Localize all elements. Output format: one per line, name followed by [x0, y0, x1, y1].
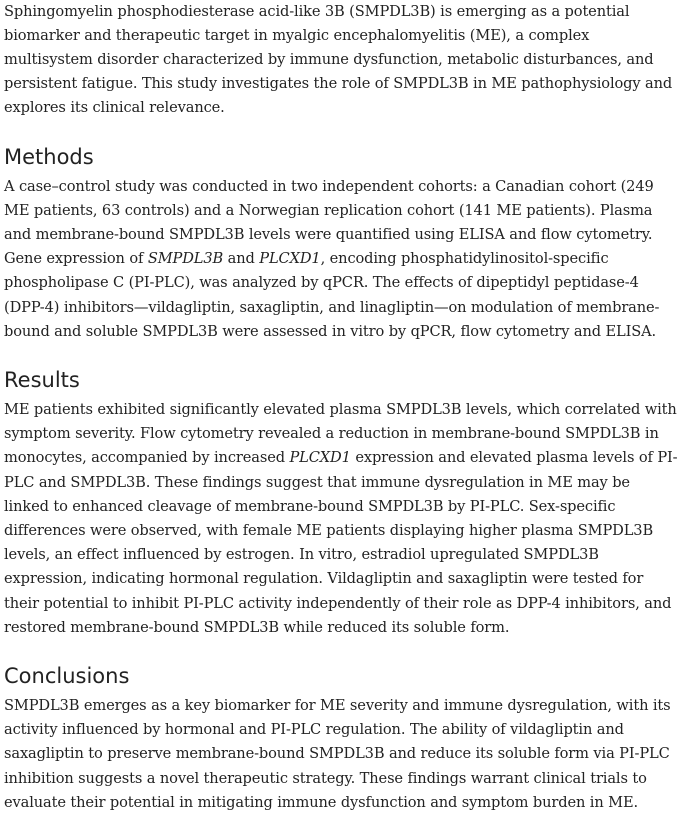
- conclusions-paragraph: SMPDL3B emerges as a key biomarker for ME severity and immune dysregulation, with its activity influenced by hormonal and PI-PLC regulation. The ability of vildagliptin and saxagliptin to preserve membrane-bound SMPDL3B and reduce its soluble form via PI-PLC inhibition suggests a novel therapeutic strategy. These findings warrant clinical trials to evaluate their potential in mitigating immune dysfunction and symptom burden in ME.: [4, 696, 671, 811]
- methods-gene-plcxd1: PLCXD1: [259, 250, 321, 268]
- results-text-2: expression and elevated plasma levels of PI-PLC and SMPDL3B. These findings suggest that immune dysregulation in ME may be linked to enhanced cleavage of membrane-bound SMPDL3B by PI-PLC. Sex-specific differences were observed, with female ME patients displaying higher plasma SMPDL3B levels, an effect influenced by estrogen. In vitro, estradiol upregulated SMPDL3B expression, indicating hormonal regulation. Vildagliptin and saxagliptin were tested for their potential to inhibit PI-PLC activity independently of their role as DPP-4 inhibitors, and restored membrane-bound SMPDL3B while reduced its soluble form.: [4, 449, 678, 636]
- methods-text-1: A case–control study was conducted in two independent cohorts: a Canadian cohort (249 ME patients, 63 controls) and a Norwegian replication cohort (141 ME patients). Plasma and membrane-bound SMPDL3B levels were quantified using ELISA and flow cytometry. Gene expression of: [4, 177, 654, 268]
- methods-text-2: and: [223, 250, 260, 268]
- results-paragraph: [4, 398, 678, 640]
- methods-text-3: , encoding phosphatidylinositol-specific phospholipase C (PI-PLC), was analyzed by qPCR. The effects of dipeptidyl peptidase-4 (DPP-4) inhibitors—vildagliptin, saxagliptin, and linagliptin—on modulation of membrane-bound and soluble SMPDL3B were assessed in vitro by qPCR, flow cytometry and ELISA.: [4, 250, 660, 340]
- results-heading: Results: [4, 367, 80, 392]
- methods-heading: Methods: [4, 144, 94, 169]
- methods-paragraph: [4, 175, 678, 344]
- conclusions-heading: Conclusions: [4, 663, 130, 688]
- results-gene-plcxd1: PLCXD1: [289, 449, 351, 467]
- background-paragraph: Sphingomyelin phosphodiesterase acid-like 3B (SMPDL3B) is emerging as a potential biomarker and therapeutic target in myalgic encephalomyelitis (ME), a complex multisystem disorder characterized by immune dysfunction, metabolic disturbances, and persistent fatigue. This study investigates the role of SMPDL3B in ME pathophysiology and explores its clinical relevance.: [4, 2, 673, 117]
- methods-gene-smpdl3b: SMPDL3B: [147, 250, 224, 268]
- results-text-1: ME patients exhibited significantly elevated plasma SMPDL3B levels, which correlated with symptom severity. Flow cytometry revealed a reduction in membrane-bound SMPDL3B in monocytes, accompanied by increased: [4, 400, 677, 467]
